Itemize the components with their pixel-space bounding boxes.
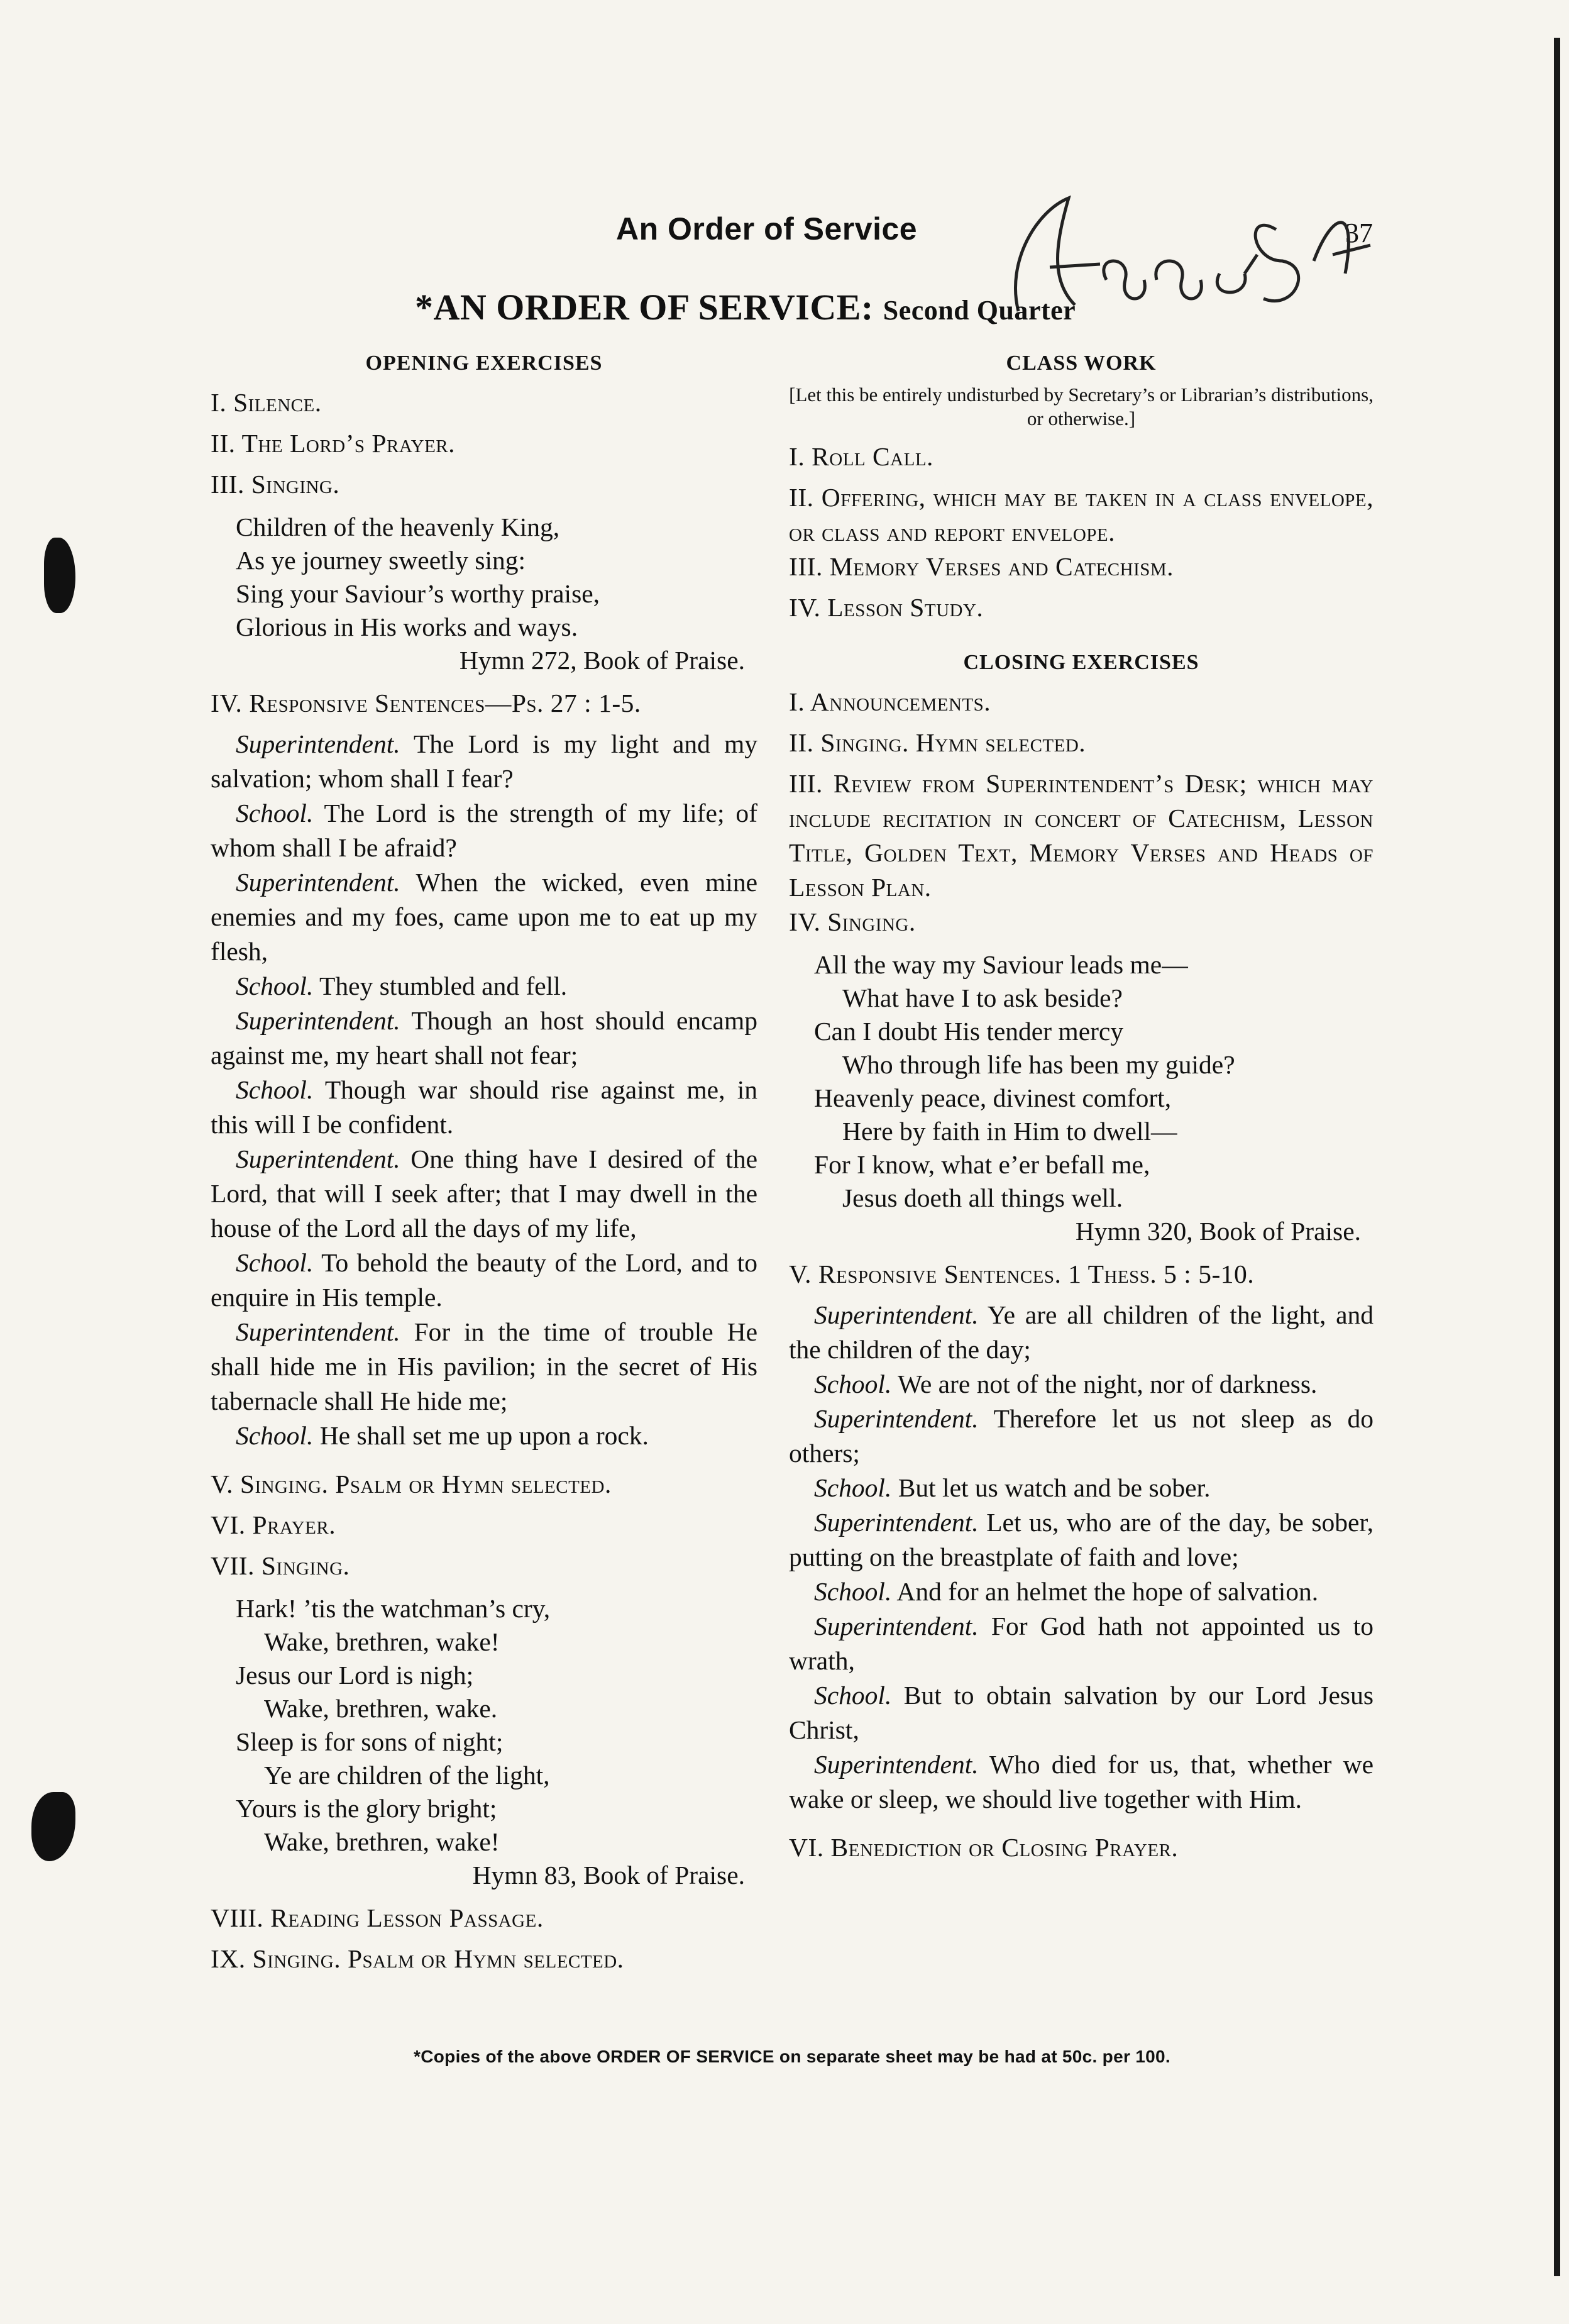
sentence-text: The Lord is my light and my salvation; whom shall I fear? xyxy=(211,729,757,793)
copies-footnote: *Copies of the above ORDER OF SERVICE on separate sheet may be had at 50c. per 100. xyxy=(414,2047,1170,2066)
hymn-line: What have I to ask beside? xyxy=(842,983,1123,1012)
hymn-line: Yours is the glory bright; xyxy=(236,1794,497,1823)
responsive-sentence xyxy=(211,1142,757,1246)
sentence-text: Who died for us, that, whether we wake or sleep, we should live together with Him. xyxy=(789,1750,1374,1813)
sentence-text: Though war should rise against me, in this will I be confident. xyxy=(211,1075,757,1139)
speaker-label: School. xyxy=(814,1370,892,1398)
sentence-text: When the wicked, even mine enemies and my foes, came upon me to eat up my flesh, xyxy=(211,868,757,966)
hymn-line: Sleep is for sons of night; xyxy=(236,1727,504,1756)
sentence-text: And for an helmet the hope of salvation. xyxy=(896,1577,1319,1606)
responsive-sentence xyxy=(789,1747,1374,1817)
item-benediction: VI. Benediction or Closing Prayer. xyxy=(789,1833,1179,1862)
responsive-sentence xyxy=(211,1419,757,1453)
responsive-sentence xyxy=(211,1073,757,1142)
responsive-sentence xyxy=(211,1004,757,1073)
speaker-label: School. xyxy=(236,799,314,827)
hymn-reference: Hymn 83, Book of Praise. xyxy=(472,1861,745,1890)
hymn-line: Children of the heavenly King, xyxy=(236,512,560,541)
speaker-label: Superintendent. xyxy=(814,1300,979,1329)
item-memory-verses: III. Memory Verses and Catechism. xyxy=(789,552,1174,581)
responsive-sentence xyxy=(211,1315,757,1419)
speaker-label: School. xyxy=(236,971,314,1000)
sentence-text: Therefore let us not sleep as do others; xyxy=(789,1404,1374,1468)
hymn-line: All the way my Saviour leads me— xyxy=(814,950,1188,979)
responsive-sentence xyxy=(789,1609,1374,1678)
responsive-sentence xyxy=(789,1678,1374,1747)
item-closing-singing-4: IV. Singing. xyxy=(789,907,916,936)
item-closing-responsive: V. Responsive Sentences. 1 Thess. 5 : 5-10. xyxy=(789,1259,1255,1288)
speaker-label: Superintendent. xyxy=(236,729,400,758)
item-review: III. Review from Superintendent’s Desk; which may include recitation in concert of Catechism, Lesson Title, Golden Text, Memory Verses and Heads of Lesson Plan. xyxy=(789,769,1374,902)
hymn-line: Can I doubt His tender mercy xyxy=(814,1017,1124,1046)
classwork-heading: CLASS WORK xyxy=(1006,351,1157,375)
hymn-children-of-heavenly-king xyxy=(236,511,757,677)
ink-blot xyxy=(31,1792,75,1861)
page-edge-shadow xyxy=(1554,38,1560,2276)
responsive-sentence xyxy=(789,1298,1374,1367)
sentence-text: For in the time of trouble He shall hide me in His pavilion; in the secret of His tabernacle shall He hide me; xyxy=(211,1317,758,1415)
hymn-reference: Hymn 272, Book of Praise. xyxy=(459,646,745,675)
hymn-line: Jesus our Lord is nigh; xyxy=(236,1661,474,1690)
item-closing-singing-2: II. Singing. Hymn selected. xyxy=(789,728,1086,757)
item-singing-5: V. Singing. Psalm or Hymn selected. xyxy=(211,1469,612,1498)
sentence-text: The Lord is the strength of my life; of whom shall I be afraid? xyxy=(211,799,757,862)
speaker-label: Superintendent. xyxy=(814,1750,979,1779)
speaker-label: Superintendent. xyxy=(236,1317,400,1346)
sentence-text: But to obtain salvation by our Lord Jesus Christ, xyxy=(789,1681,1374,1744)
sentence-text: One thing have I desired of the Lord, that will I seek after; that I may dwell in the house of the Lord all the days of my life, xyxy=(211,1144,758,1242)
sentence-text: But let us watch and be sober. xyxy=(898,1473,1211,1502)
sentence-text: For God hath not appointed us to wrath, xyxy=(789,1612,1374,1675)
sentence-text: He shall set me up upon a rock. xyxy=(319,1421,649,1450)
responsive-sentence xyxy=(211,1246,757,1315)
responsive-sentence xyxy=(211,796,757,865)
speaker-label: Superintendent. xyxy=(814,1508,979,1537)
responsive-sentence xyxy=(211,727,757,796)
speaker-label: Superintendent. xyxy=(814,1612,979,1641)
opening-heading: OPENING EXERCISES xyxy=(365,351,603,375)
sentence-text: Let us, who are of the day, be sober, putting on the breastplate of faith and love; xyxy=(789,1508,1374,1571)
hymn-line: Who through life has been my guide? xyxy=(842,1050,1235,1079)
item-singing-9: IX. Singing. Psalm or Hymn selected. xyxy=(211,1944,624,1973)
closing-heading: CLOSING EXERCISES xyxy=(963,651,1199,674)
hymn-line: Ye are children of the light, xyxy=(264,1761,550,1790)
speaker-label: Superintendent. xyxy=(814,1404,979,1433)
speaker-label: Superintendent. xyxy=(236,1006,400,1035)
item-singing-7: VII. Singing. xyxy=(211,1551,350,1580)
hymn-reference: Hymn 320, Book of Praise. xyxy=(1075,1217,1361,1246)
ink-blot xyxy=(44,538,75,613)
page-number: 37 xyxy=(1345,218,1373,248)
item-reading-lesson: VIII. Reading Lesson Passage. xyxy=(211,1903,544,1932)
hymn-line: Wake, brethren, wake! xyxy=(264,1627,500,1656)
hymn-line: Sing your Saviour’s worthy praise, xyxy=(236,579,600,608)
speaker-label: School. xyxy=(814,1577,892,1606)
speaker-label: School. xyxy=(814,1473,892,1502)
hymn-line: Wake, brethren, wake! xyxy=(264,1827,500,1856)
item-lords-prayer: II. The Lord’s Prayer. xyxy=(211,429,456,458)
order-of-service-title xyxy=(415,286,1076,328)
hymn-all-the-way xyxy=(814,948,1374,1248)
item-roll-call: I. Roll Call. xyxy=(789,442,933,471)
item-silence: I. Silence. xyxy=(211,388,322,417)
speaker-label: Superintendent. xyxy=(236,1144,400,1173)
hymn-line: As ye journey sweetly sing: xyxy=(236,546,526,575)
item-singing-3: III. Singing. xyxy=(211,470,340,499)
hymn-line: Hark! ’tis the watchman’s cry, xyxy=(236,1594,551,1623)
item-offering: II. Offering, which may be taken in a class envelope, or class and report envelope. xyxy=(789,483,1374,546)
responsive-sentence xyxy=(789,1367,1374,1402)
item-responsive-sentences: IV. Responsive Sentences—Ps. 27 : 1-5. xyxy=(211,689,641,717)
closing-responsive-list xyxy=(789,1298,1374,1817)
title-main: *AN ORDER OF SERVICE: xyxy=(415,287,874,328)
hymn-line: Heavenly peace, divinest comfort, xyxy=(814,1083,1172,1112)
item-prayer: VI. Prayer. xyxy=(211,1510,336,1539)
responsive-sentence xyxy=(789,1402,1374,1471)
responsive-sentences-list xyxy=(211,727,757,1453)
responsive-sentence xyxy=(211,865,757,969)
hymn-line: Jesus doeth all things well. xyxy=(842,1183,1123,1212)
title-quarter: Second Quarter xyxy=(883,295,1076,326)
class-and-closing-column xyxy=(789,346,1374,1871)
running-title: An Order of Service xyxy=(616,211,918,246)
hymn-line: For I know, what e’er befall me, xyxy=(814,1150,1150,1179)
hymn-line: Glorious in His works and ways. xyxy=(236,612,578,641)
sentence-text: To behold the beauty of the Lord, and to enquire in His temple. xyxy=(211,1248,757,1312)
speaker-label: School. xyxy=(814,1681,892,1710)
responsive-sentence xyxy=(789,1471,1374,1505)
sentence-text: They stumbled and fell. xyxy=(319,971,568,1000)
opening-exercises-column xyxy=(211,346,757,1983)
responsive-sentence xyxy=(789,1574,1374,1609)
responsive-sentence xyxy=(211,969,757,1004)
hymn-line: Here by faith in Him to dwell— xyxy=(842,1117,1177,1146)
item-lesson-study: IV. Lesson Study. xyxy=(789,593,984,622)
responsive-sentence xyxy=(789,1505,1374,1574)
speaker-label: Superintendent. xyxy=(236,868,400,897)
classwork-note: [Let this be entirely undisturbed by Secretary’s or Librarian’s distributions, or otherwise.] xyxy=(789,384,1374,429)
hymn-line: Wake, brethren, wake. xyxy=(264,1694,498,1723)
item-announcements: I. Announcements. xyxy=(789,687,991,716)
sentence-text: Though an host should encamp against me, my heart shall not fear; xyxy=(211,1006,757,1070)
speaker-label: School. xyxy=(236,1248,314,1277)
sentence-text: Ye are all children of the light, and the children of the day; xyxy=(789,1300,1374,1364)
speaker-label: School. xyxy=(236,1421,314,1450)
sentence-text: We are not of the night, nor of darkness. xyxy=(897,1370,1318,1398)
hymn-watchmans-cry xyxy=(236,1592,757,1892)
speaker-label: School. xyxy=(236,1075,314,1104)
